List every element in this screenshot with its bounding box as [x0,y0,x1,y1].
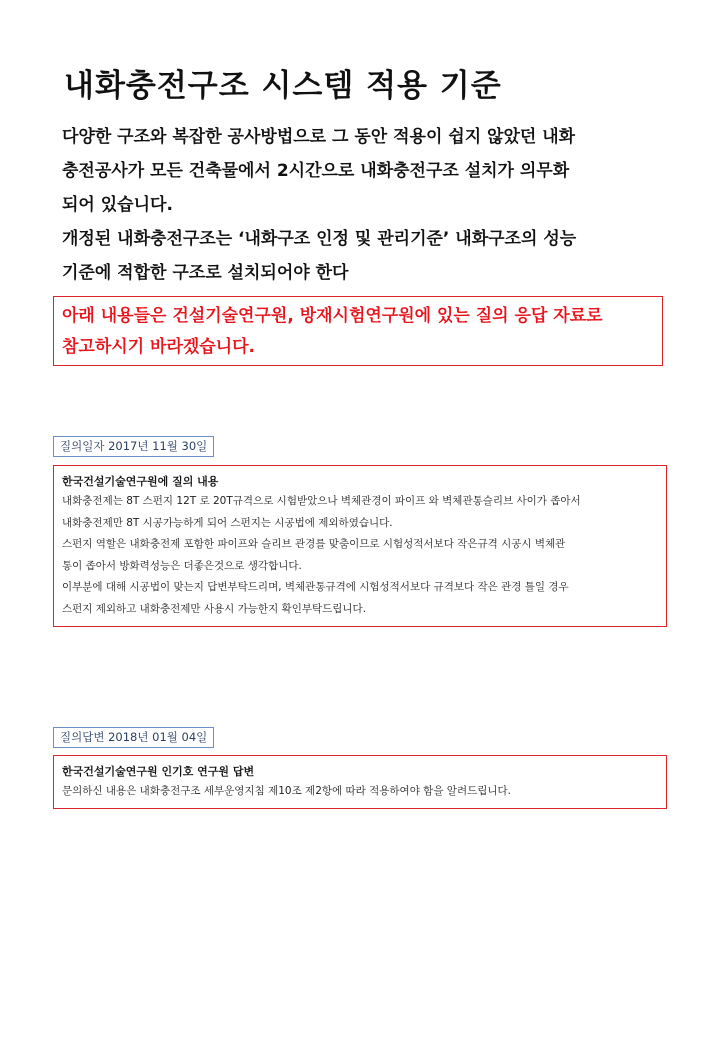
question-line: 내화충전제만 8T 시공가능하게 되어 스펀지는 시공법에 제외하였습니다. [62,516,393,529]
intro-line: 개정된 내화충전구조는 ‘내화구조 인정 및 관리기준’ 내화구조의 성능 [62,229,577,249]
intro-line: 다양한 구조와 복잡한 공사방법으로 그 동안 적용이 쉽지 않았던 내화 [62,127,576,147]
question-line: 스펀지 제외하고 내화충전제만 사용시 가능한지 확인부탁드립니다. [62,602,367,615]
notice-line: 참고하시기 바라겠습니다. [62,337,256,357]
notice-line: 아래 내용들은 건설기술연구원, 방재시험연구원에 있는 질의 응답 자료로 [62,306,603,326]
question-line: 이부분에 대해 시공법이 맞는지 답변부탁드리며, 벽체관통규격에 시험성적서보다 규격보다 작은 관경 틀일 경우 [62,581,569,593]
answer-date-label: 질의답변 2018년 01월 04일 [53,727,214,748]
intro-line: 충전공사가 모든 건축물에서 2시간으로 내화충전구조 설치가 의무화 [62,161,570,181]
question-date-label: 질의일자 2017년 11월 30일 [53,436,214,457]
question-line: 통이 좁아서 방화력성능은 더좋은것으로 생각합니다. [62,559,302,572]
intro-line: 기준에 적합한 구조로 설치되어야 한다 [62,263,349,283]
question-line: 내화충전제는 8T 스펀지 12T 로 20T규격으로 시험받았으나 벽체관경이 파이프 와 벽체관통슬리브 사이가 좁아서 [62,495,581,507]
intro-line: 되어 있습니다. [62,195,173,215]
question-line: 스펀지 역할은 내화충전제 포함한 파이프와 슬리브 관경를 맞춤이므로 시험성적서보다 작은규격 시공시 벽체관 [62,538,566,550]
question-heading: 한국건설기술연구원에 질의 내용 [62,475,219,488]
notice-box [53,296,663,366]
page-title: 내화충전구조 시스템 적용 기준 [64,68,502,104]
answer-box [53,755,667,809]
intro-paragraph [62,120,682,290]
answer-line: 문의하신 내용은 내화충전구조 세부운영지침 제10조 제2항에 따라 적용하여야 함을 알려드립니다. [62,785,511,797]
answer-heading: 한국건설기술연구원 인기호 연구원 답변 [62,765,255,778]
question-box [53,465,667,627]
